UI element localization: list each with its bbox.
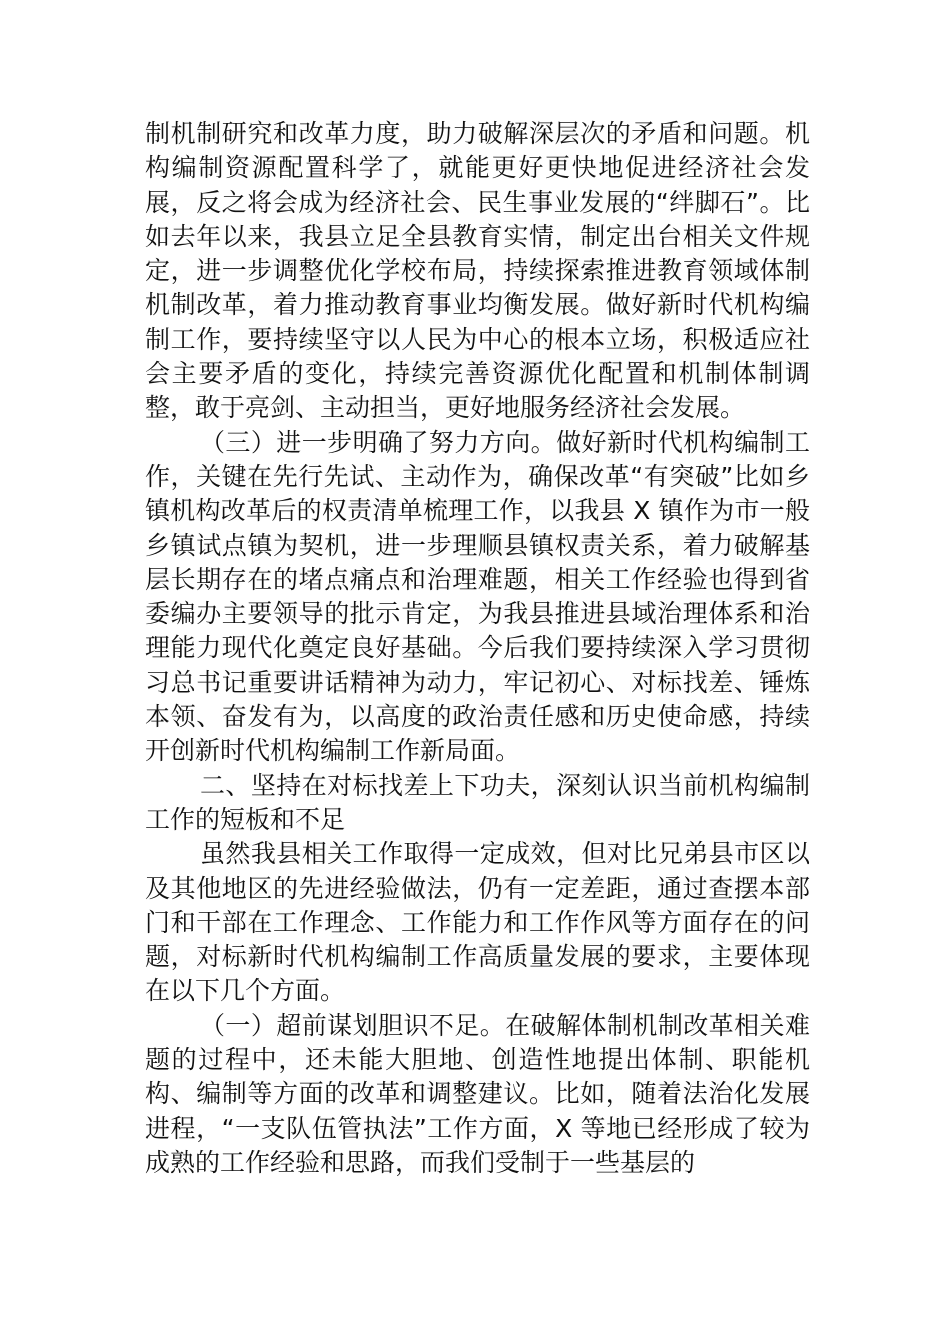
section-heading: 二、坚持在对标找差上下功夫，深刻认识当前机构编制工作的短板和不足 (145, 770, 810, 834)
paragraph-3: 虽然我县相关工作取得一定成效，但对比兄弟县市区以及其他地区的先进经验做法，仍有一定差距，通过查摆本部门和干部在工作理念、工作能力和工作作风等方面存在的问题，对标新时代机构编制工作高质量发展的要求，主要体现在以下几个方面。 (145, 839, 810, 1006)
paragraph-4: （一）超前谋划胆识不足。在破解体制机制改革相关难题的过程中，还未能大胆地、创造性地提出体制、职能机构、编制等方面的改革和调整建议。比如，随着法治化发展进程，“一支队伍管执法”工作方面，X 等地已经形成了较为成熟的工作经验和思路，而我们受制于一些基层的 (145, 1010, 810, 1177)
paragraph-1: 制机制研究和改革力度，助力破解深层次的矛盾和问题。机构编制资源配置科学了，就能更好更快地促进经济社会发展，反之将会成为经济社会、民生事业发展的“绊脚石”。比如去年以来，我县立足全县教育实情，制定出台相关文件规定，进一步调整优化学校布局，持续探索推进教育领域体制机制改革，着力推动教育事业均衡发展。做好新时代机构编制工作，要持续坚守以人民为中心的根本立场，积极适应社会主要矛盾的变化，持续完善资源优化配置和机制体制调整，敢于亮剑、主动担当，更好地服务经济社会发展。 (145, 119, 810, 423)
paragraph-2: （三）进一步明确了努力方向。做好新时代机构编制工作，关键在先行先试、主动作为，确保改革“有突破”比如乡镇机构改革后的权责清单梳理工作，以我县 X 镇作为市一般乡镇试点镇为契机，进一步理顺县镇权责关系，着力破解基层长期存在的堵点痛点和治理难题，相关工作经验也得到省委编办主要领导的批示肯定，为我县推进县域治理体系和治理能力现代化奠定良好基础。今后我们要持续深入学习贯彻习总书记重要讲话精神为动力，牢记初心、对标找差、锤炼本领、奋发有为，以高度的政治责任感和历史使命感，持续开创新时代机构编制工作新局面。 (145, 427, 810, 766)
document-page (145, 117, 810, 1180)
